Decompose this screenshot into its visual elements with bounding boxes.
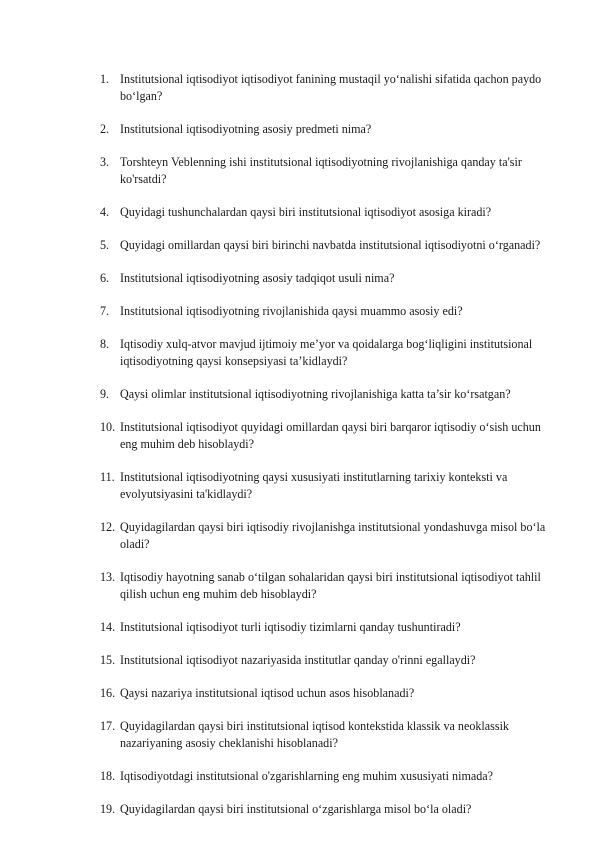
- question-number: 10.: [100, 420, 116, 434]
- question-number: 1.: [100, 72, 110, 86]
- question-item: [100, 336, 550, 370]
- question-number: 14.: [100, 620, 116, 634]
- question-text: Quyidagilardan qaysi biri institutsional iqtisod kontekstida klassik va neoklassik nazariyaning asosiy cheklanishi hisoblanadi?: [120, 719, 509, 750]
- question-item: [100, 386, 550, 403]
- question-text: Quyidagi omillardan qaysi biri birinchi navbatda institutsional iqtisodiyotni o‘rganadi?: [120, 238, 541, 252]
- question-text: Institutsional iqtisodiyotning rivojlanishida qaysi muammo asosiy edi?: [120, 304, 463, 318]
- question-number: 18.: [100, 769, 116, 783]
- question-item: [100, 237, 550, 254]
- question-text: Iqtisodiy xulq-atvor mavjud ijtimoiy me’yor va qoidalarga bog‘liqligini institutsional iqtisodiyotning qaysi konsepsiyasi ta’kidlaydi?: [120, 337, 533, 368]
- question-number: 2.: [100, 122, 110, 136]
- question-item: [100, 801, 550, 818]
- question-text: Quyidagi tushunchalardan qaysi biri institutsional iqtisodiyot asosiga kiradi?: [120, 205, 492, 219]
- question-item: [100, 303, 550, 320]
- question-item: [100, 685, 550, 702]
- question-number: 11.: [100, 470, 115, 484]
- question-number: 9.: [100, 387, 110, 401]
- question-text: Quyidagilardan qaysi biri institutsional o‘zgarishlarga misol bo‘la oladi?: [120, 802, 472, 816]
- question-item: [100, 71, 550, 105]
- question-text: Institutsional iqtisodiyot quyidagi omillardan qaysi biri barqaror iqtisodiy o‘sish uchun eng muhim deb hisoblaydi?: [120, 420, 541, 451]
- question-text: Iqtisodiyotdagi institutsional o'zgarishlarning eng muhim xususiyati nimada?: [120, 769, 494, 783]
- question-number: 16.: [100, 686, 116, 700]
- question-number: 15.: [100, 653, 116, 667]
- question-item: [100, 569, 550, 603]
- question-text: Institutsional iqtisodiyotning asosiy tadqiqot usuli nima?: [120, 271, 395, 285]
- question-item: [100, 619, 550, 636]
- question-number: 19.: [100, 802, 116, 816]
- question-number: 5.: [100, 238, 110, 252]
- question-text: Institutsional iqtisodiyotning qaysi xususiyati institutlarning tarixiy konteksti va evolyutsiyasini ta'kidlaydi?: [120, 470, 508, 501]
- question-item: [100, 469, 550, 503]
- question-item: [100, 652, 550, 669]
- question-item: [100, 121, 550, 138]
- question-text: Institutsional iqtisodiyot turli iqtisodiy tizimlarni qanday tushuntiradi?: [120, 620, 461, 634]
- question-list: [100, 71, 550, 834]
- question-number: 13.: [100, 570, 116, 584]
- question-number: 6.: [100, 271, 110, 285]
- question-number: 12.: [100, 520, 116, 534]
- question-text: Quyidagilardan qaysi biri iqtisodiy rivojlanishga institutsional yondashuvga misol bo‘la oladi?: [120, 520, 546, 551]
- question-text: Institutsional iqtisodiyot nazariyasida institutlar qanday o'rinni egallaydi?: [120, 653, 476, 667]
- question-item: [100, 154, 550, 188]
- question-text: Qaysi nazariya institutsional iqtisod uchun asos hisoblanadi?: [120, 686, 415, 700]
- question-item: [100, 768, 550, 785]
- question-number: 7.: [100, 304, 110, 318]
- question-item: [100, 718, 550, 752]
- question-item: [100, 519, 550, 553]
- question-number: 17.: [100, 719, 116, 733]
- question-item: [100, 204, 550, 221]
- question-item: [100, 270, 550, 287]
- question-item: [100, 419, 550, 453]
- question-text: Torshteyn Veblenning ishi institutsional iqtisodiyotning rivojlanishiga qanday ta'sir ko'rsatdi?: [120, 155, 522, 186]
- question-number: 3.: [100, 155, 110, 169]
- question-text: Institutsional iqtisodiyotning asosiy predmeti nima?: [120, 122, 372, 136]
- question-text: Institutsional iqtisodiyot iqtisodiyot fanining mustaqil yo‘nalishi sifatida qachon paydo bo‘lgan?: [120, 72, 542, 103]
- question-text: Iqtisodiy hayotning sanab o‘tilgan sohalaridan qaysi biri institutsional iqtisodiyot tahlil qilish uchun eng muhim deb hisoblaydi?: [120, 570, 541, 601]
- question-number: 4.: [100, 205, 110, 219]
- question-number: 8.: [100, 337, 110, 351]
- question-text: Qaysi olimlar institutsional iqtisodiyotning rivojlanishiga katta ta’sir ko‘rsatgan?: [120, 387, 511, 401]
